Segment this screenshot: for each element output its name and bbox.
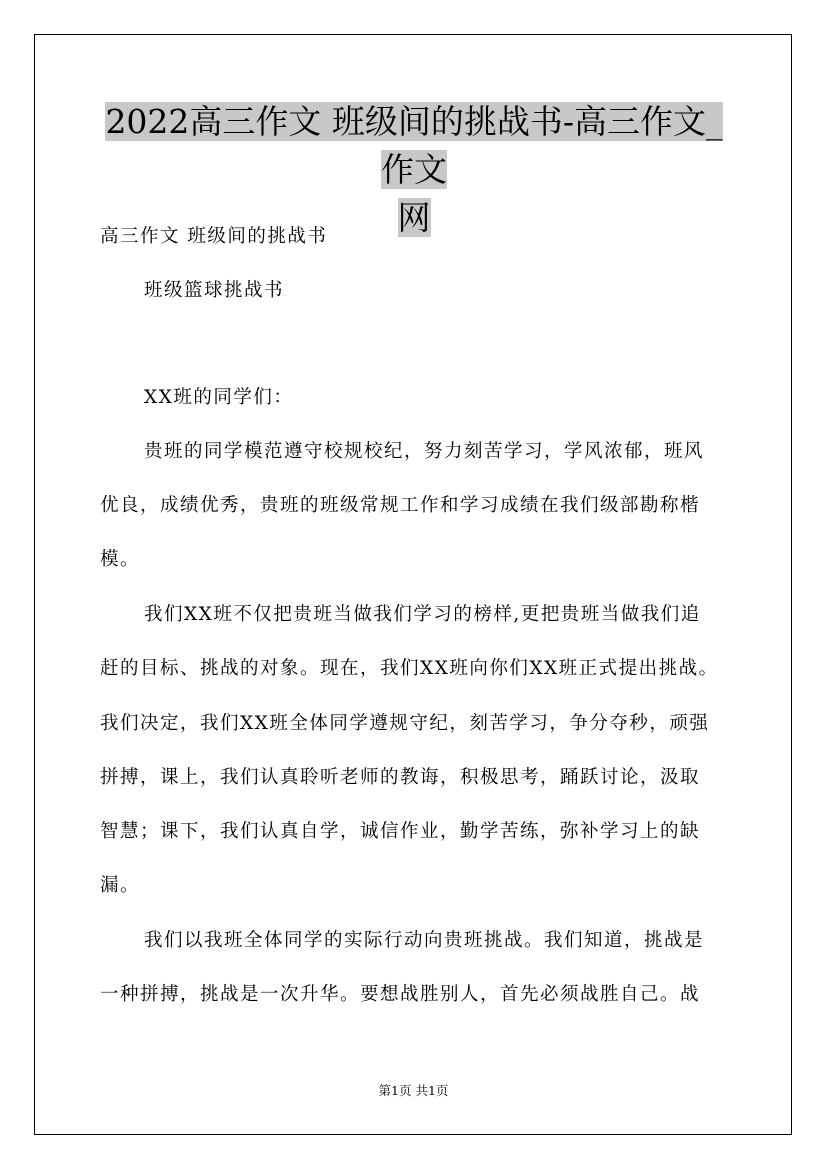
paragraph-line: 一种拼搏，挑战是一次升华。要想战胜别人，首先必须战胜自己。战 [100,984,701,1005]
paragraph-line: 我们XX班不仅把贵班当做我们学习的榜样,更把贵班当做我们追 [144,604,701,625]
title-line-1: 2022高三作文 班级间的挑战书-高三作文_作文 [105,102,723,189]
paragraph-line: 赶的目标、挑战的对象。现在，我们XX班向你们XX班正式提出挑战。 [100,658,719,679]
paragraph-line: 贵班的同学模范遵守校规校纪，努力刻苦学习，学风浓郁，班风 [144,441,705,462]
paragraph-line: 漏。 [100,875,141,896]
heading-line: 班级篮球挑战书 [144,280,285,301]
page-footer: 第1页 共1页 [378,1083,449,1098]
paragraph-line: 优良，成绩优秀，贵班的班级常规工作和学习成绩在我们级部勘称楷 [100,495,701,516]
paragraph-line: 我们以我班全体同学的实际行动向贵班挑战。我们知道，挑战是 [144,930,705,951]
paragraph-line: 模。 [100,549,141,570]
subtitle-line: 高三作文 班级间的挑战书 [100,226,328,247]
paragraph-line: 我们决定，我们XX班全体同学遵规守纪，刻苦学习，争分夺秒，顽强 [100,713,710,734]
paragraph-line: 智慧；课下，我们认真自学，诚信作业，勤学苦练，弥补学习上的缺 [100,821,701,842]
title-line-2: 网 [397,198,431,237]
salutation-line: XX班的同学们： [144,387,294,408]
paragraph-line: 拼搏，课上，我们认真聆听老师的教诲，积极思考，踊跃讨论，汲取 [100,767,701,788]
